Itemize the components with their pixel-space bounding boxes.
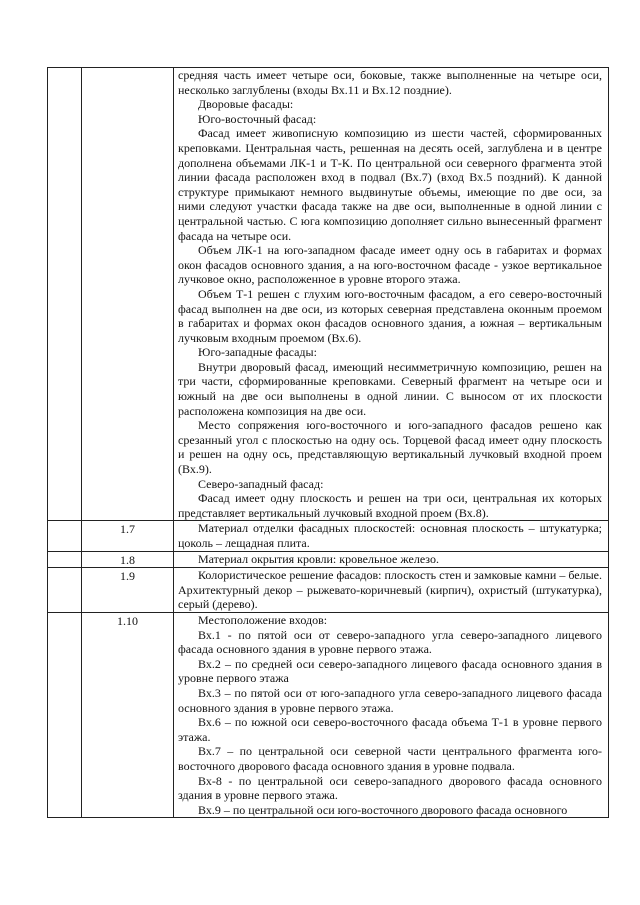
table-row bbox=[48, 68, 609, 521]
paragraph: Вх.7 – по центральной оси северной части центрального фрагмента юго-восточного дворового фасада основного здания в уровне подвала. bbox=[178, 744, 602, 773]
paragraph: Юго-западные фасады: bbox=[198, 345, 317, 360]
paragraph: Фасад имеет живописную композицию из шести частей, сформированных креповками. Центральная часть, решенная на десять осей, заглублена и в центре дополнена объемами ЛК-1 и Т-К. По центральной оси северного фрагмента этой линии фасада расположен вход в подвал (Вх.7) (вход Вх.5 поздний). К данной структуре примыкают немного выдвинутые объемы, имеющие по две оси, за ними следуют участки фасада также на две оси, выполненные в одной линии с центральной частью. С юга композицию дополняет сильно вынесенный фрагмент фасада на четыре оси. bbox=[178, 126, 602, 243]
row-margin-cell bbox=[48, 521, 82, 551]
row-text-cell bbox=[174, 568, 609, 613]
paragraph: Объем Т-1 решен с глухим юго-восточным фасадом, а его северо-восточный фасад выполнен на две оси, из которых северная представлена оконным проемом в габаритах и формах окон фасадов основного здания, а южная – вертикальным лучковым входным проемом (Вх.6). bbox=[178, 286, 602, 345]
table-row bbox=[48, 612, 609, 817]
paragraph: Вх-8 - по центральной оси северо-западного дворового фасада основного здания в уровне первого этажа. bbox=[178, 773, 602, 803]
paragraph: Вх.6 – по южной оси северо-восточного фасада объема Т-1 в уровне первого этажа. bbox=[178, 715, 602, 744]
table-row bbox=[48, 521, 609, 551]
row-text-cell bbox=[174, 551, 609, 568]
paragraph: Колористическое решение фасадов: плоскость стен и замковые камни – белые. Архитектурный декор – рыжевато-коричневый (кирпич), охристый (штукатурка), серый (дерево). bbox=[178, 568, 602, 612]
document-table bbox=[47, 67, 609, 818]
paragraph: Дворовые фасады: bbox=[198, 97, 294, 112]
row-text-cell bbox=[174, 612, 609, 817]
row-margin-cell bbox=[48, 612, 82, 817]
paragraph: Объем ЛК-1 на юго-западном фасаде имеет одну ось в габаритах и формах окон фасадов основного здания, а на юго-восточном фасаде - узкое вертикальное лучковое окно, расположенное в уровне второго этажа. bbox=[178, 243, 602, 287]
paragraph: Местоположение входов: bbox=[198, 612, 328, 627]
row-number: 1.9 bbox=[120, 569, 135, 584]
row-number bbox=[82, 68, 173, 69]
paragraph: Место сопряжения юго-восточного и юго-западного фасадов решено как срезанный угол с плоскостью на одну ось. Торцевой фасад имеет одну плоскость и решен на одну ось, представляющую вертикальный лучковый входной проем (Вх.9). bbox=[178, 418, 602, 477]
paragraph: Фасад имеет одну плоскость и решен на три оси, центральная их которых представляет вертикальный лучковый входной проем (Вх.8). bbox=[178, 491, 602, 520]
paragraph: Внутри дворовый фасад, имеющий несимметричную композицию, решен на три части, сформированные креповками. Северный фрагмент на четыре оси и южный на две оси выполнены в одной линии. С выносом от их плоскости расположена композиция на две оси. bbox=[178, 359, 602, 418]
row-margin-cell bbox=[48, 551, 82, 568]
row-number-cell bbox=[82, 612, 174, 817]
row-number-cell bbox=[82, 521, 174, 551]
table-row bbox=[48, 568, 609, 613]
row-margin-cell bbox=[48, 568, 82, 613]
paragraph: Северо-западный фасад: bbox=[198, 476, 324, 491]
row-number: 1.10 bbox=[117, 613, 138, 628]
paragraph: Вх.2 – по средней оси северо-западного лицевого фасада основного здания в уровне первого этажа bbox=[178, 656, 602, 686]
row-number: 1.7 bbox=[120, 522, 135, 537]
paragraph: Юго-восточный фасад: bbox=[198, 111, 317, 126]
paragraph: Вх.9 – по центральной оси юго-восточного дворового фасада основного bbox=[198, 802, 568, 817]
row-margin-cell bbox=[48, 68, 82, 521]
row-number-cell bbox=[82, 551, 174, 568]
paragraph: Вх.3 – по пятой оси от юго-западного угла северо-западного лицевого фасада основного здания в уровне первого этажа. bbox=[178, 685, 602, 715]
table-row bbox=[48, 551, 609, 568]
table-body bbox=[48, 68, 609, 818]
row-text-cell bbox=[174, 521, 609, 551]
paragraph: Материал отделки фасадных плоскостей: основная плоскость – штукатурка; цоколь – лещадная плита. bbox=[178, 521, 602, 550]
row-number-cell bbox=[82, 68, 174, 521]
row-text-cell bbox=[174, 68, 609, 521]
row-number-cell bbox=[82, 568, 174, 613]
paragraph: Материал окрытия кровли: кровельное железо. bbox=[198, 551, 439, 566]
row-number: 1.8 bbox=[120, 552, 135, 567]
paragraph: Вх.1 - по пятой оси от северо-западного угла северо-западного лицевого фасада основного здания в уровне первого этажа. bbox=[178, 627, 602, 657]
paragraph: средняя часть имеет четыре оси, боковые, также выполненные на четыре оси, несколько заглублены (входы Вх.11 и Вх.12 поздние). bbox=[178, 68, 602, 97]
